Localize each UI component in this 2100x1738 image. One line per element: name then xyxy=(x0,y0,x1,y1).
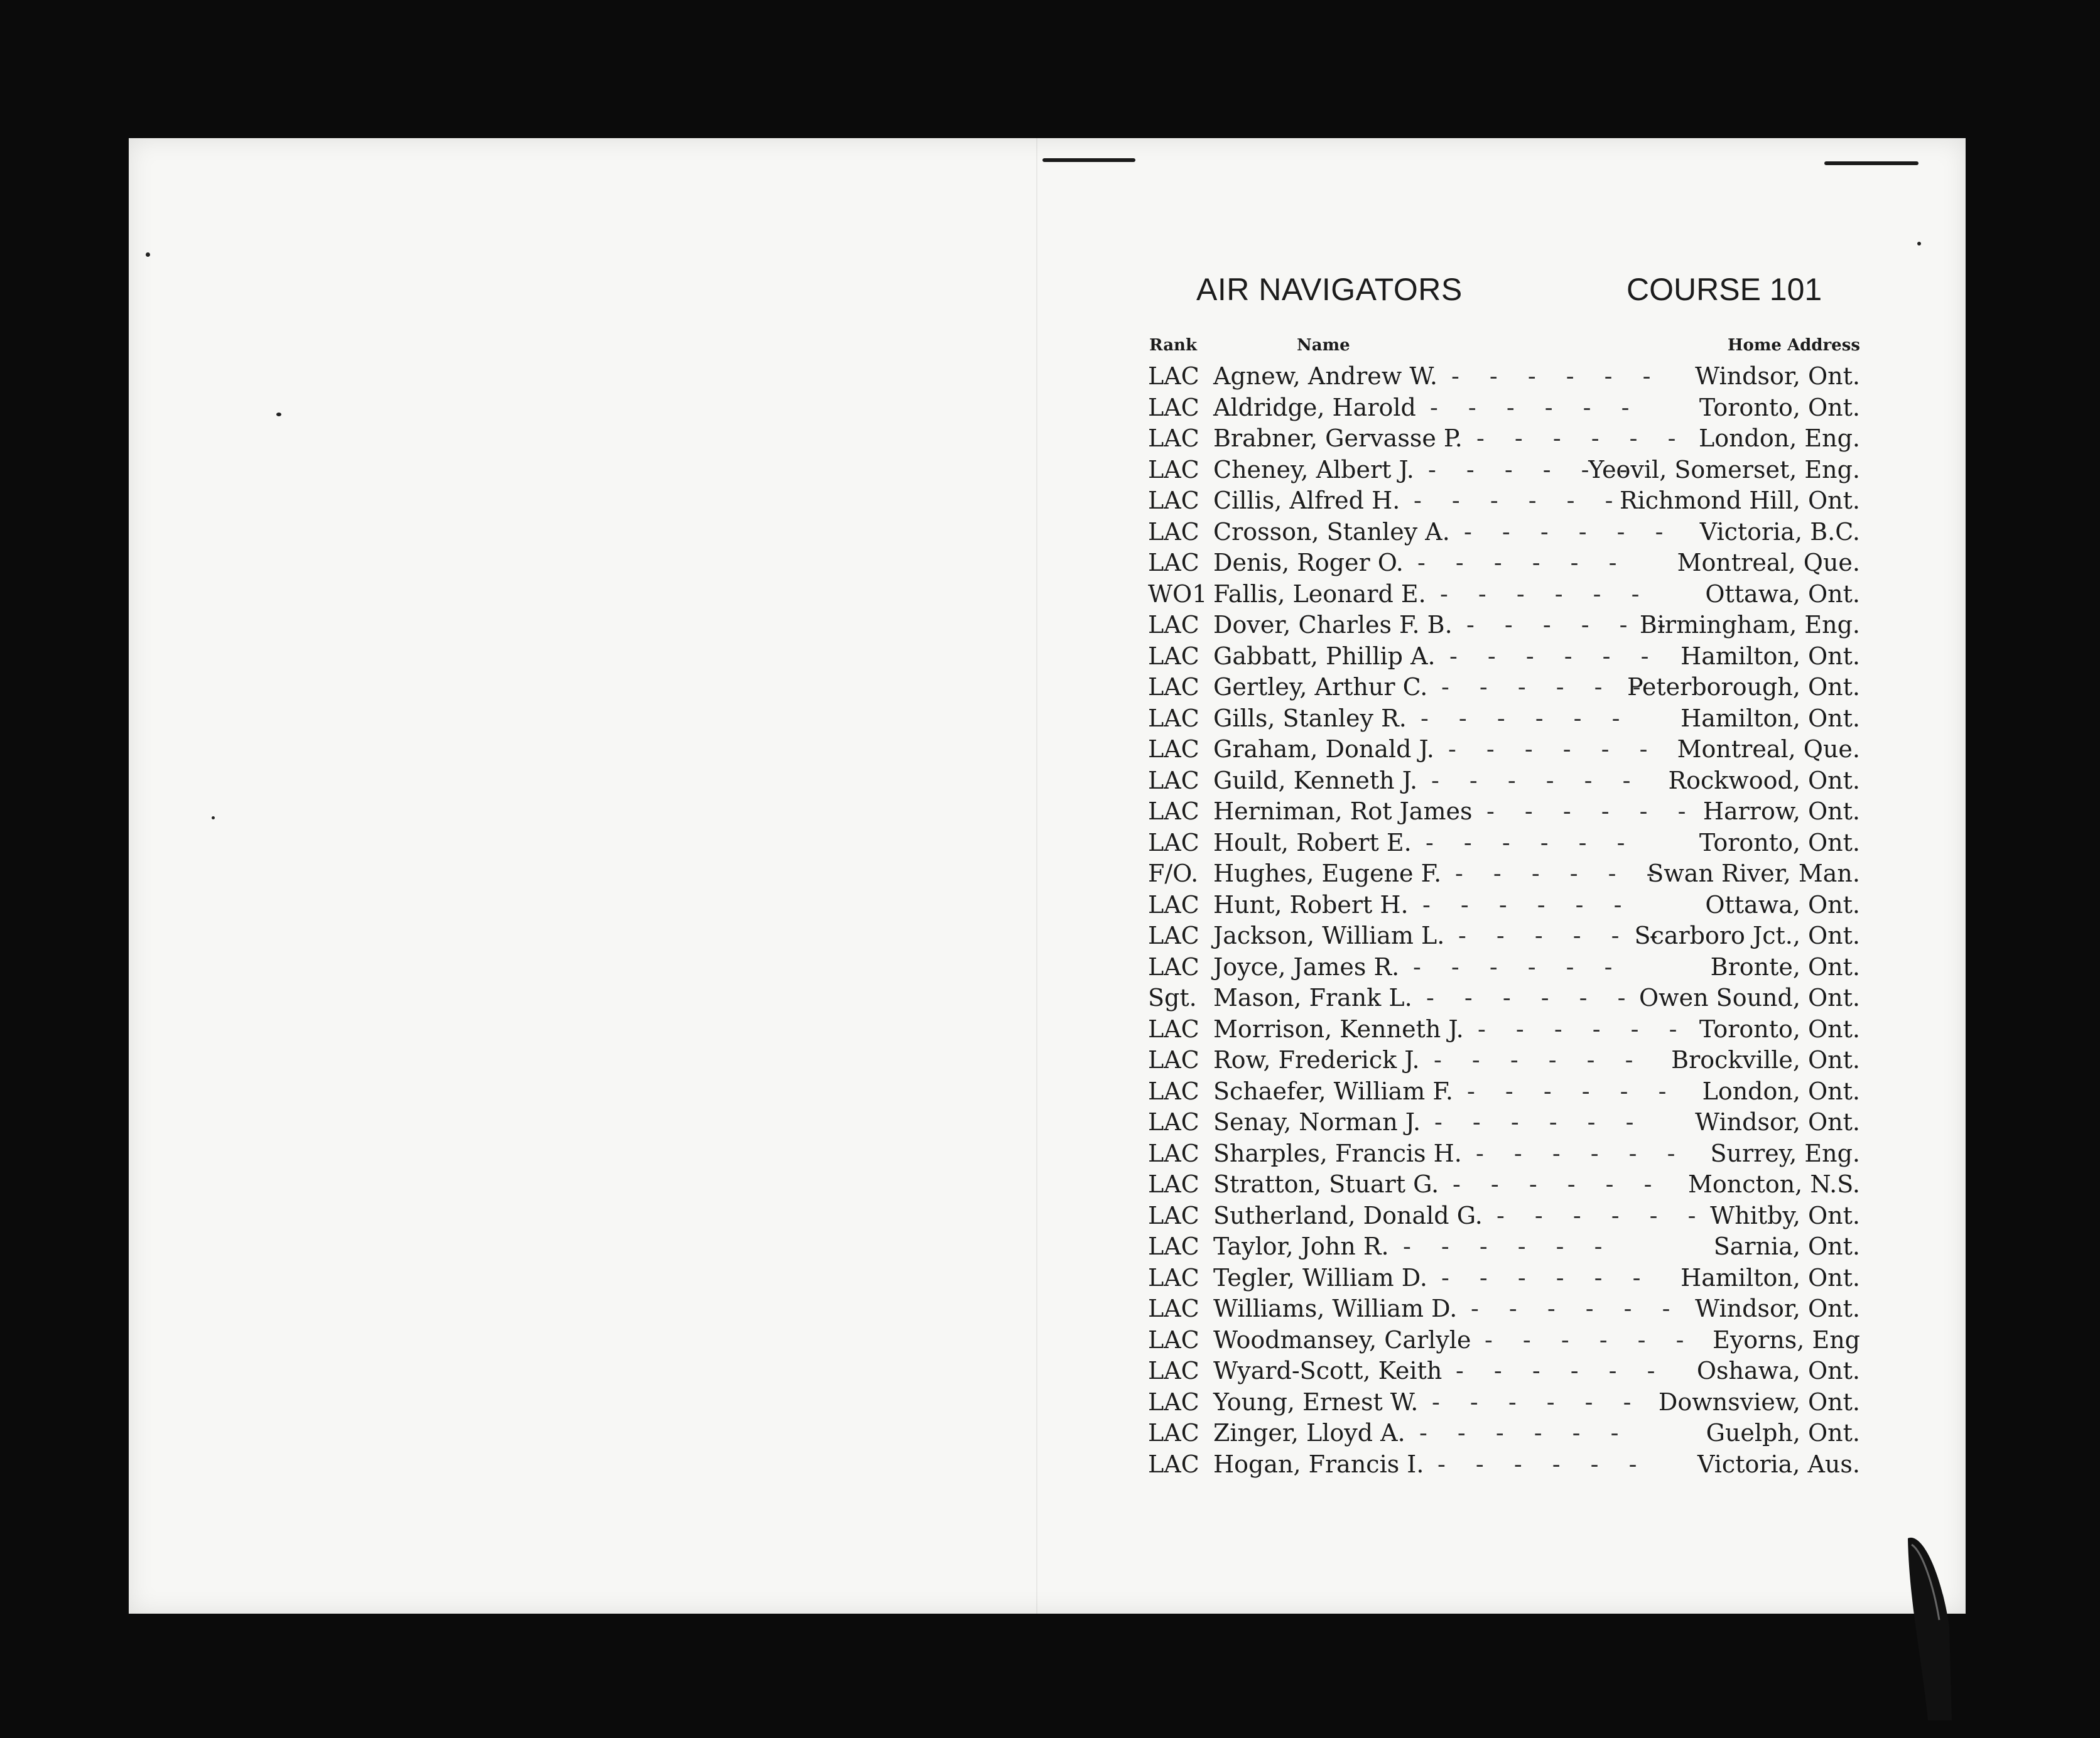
dot-leader: - - - - - - xyxy=(1431,766,1642,794)
name-cell: Hoult, Robert E. xyxy=(1213,828,1412,856)
dot-leader: - - - - - - xyxy=(1422,890,1633,919)
address-cell: Hamilton, Ont. xyxy=(1681,704,1860,732)
dot-leader: - - - - - - xyxy=(1403,1233,1614,1260)
name-cell: Cillis, Alfred H. xyxy=(1213,487,1400,514)
rank-cell: LAC xyxy=(1148,1295,1199,1322)
name-cell: Mason, Frank L. xyxy=(1213,984,1412,1012)
roster-row xyxy=(1148,579,1860,610)
address-cell: Moncton, N.S. xyxy=(1688,1170,1860,1198)
roster-list xyxy=(1148,361,1860,1480)
roster-row xyxy=(1148,1263,1860,1294)
dot-leader: - - - - - - xyxy=(1414,487,1625,514)
dot-leader: - - - - - - xyxy=(1451,362,1662,390)
name-cell: Aldridge, Harold xyxy=(1213,393,1416,421)
name-cell: Tegler, William D. xyxy=(1213,1263,1427,1292)
paper-speck xyxy=(276,413,281,416)
name-cell: Taylor, John R. xyxy=(1213,1233,1389,1260)
roster-row xyxy=(1148,920,1860,952)
rank-cell: LAC xyxy=(1148,828,1199,856)
rank-cell: LAC xyxy=(1148,953,1199,981)
address-cell: Harrow, Ont. xyxy=(1702,797,1860,825)
roster-row xyxy=(1148,672,1860,703)
dot-leader: - - - - - - xyxy=(1453,1170,1664,1198)
name-cell: Senay, Norman J. xyxy=(1213,1108,1421,1136)
dot-leader: - - - - - - xyxy=(1448,735,1659,763)
rank-cell: F/O. xyxy=(1148,860,1199,887)
dot-leader: - - - - - - xyxy=(1471,1295,1682,1322)
rank-cell: LAC xyxy=(1148,517,1199,546)
rank-cell: Sgt. xyxy=(1148,984,1197,1012)
column-header-name: Name xyxy=(1297,336,1350,355)
roster-row xyxy=(1148,485,1860,517)
paper-speck xyxy=(212,816,215,819)
address-cell: Whitby, Ont. xyxy=(1710,1201,1860,1229)
top-tick-mark-left xyxy=(1042,158,1135,162)
roster-row xyxy=(1148,734,1860,765)
address-cell: Surrey, Eng. xyxy=(1710,1139,1860,1167)
rank-cell: LAC xyxy=(1148,1046,1199,1074)
rank-cell: LAC xyxy=(1148,1263,1199,1292)
roster-row xyxy=(1148,548,1860,579)
name-cell: Hunt, Robert H. xyxy=(1213,890,1409,919)
roster-row xyxy=(1148,703,1860,735)
rank-cell: LAC xyxy=(1148,424,1199,452)
address-cell: Swan River, Man. xyxy=(1647,860,1860,887)
address-cell: Ottawa, Ont. xyxy=(1705,890,1860,919)
pen-tip-icon xyxy=(1903,1532,1953,1720)
address-cell: Sarnia, Ont. xyxy=(1713,1233,1860,1260)
roster-row xyxy=(1148,517,1860,548)
roster-row xyxy=(1148,1045,1860,1076)
dot-leader: - - - - - - xyxy=(1432,1388,1643,1416)
dot-leader: - - - - - - xyxy=(1421,704,1632,732)
address-cell: Rockwood, Ont. xyxy=(1668,766,1860,794)
rank-cell: LAC xyxy=(1148,1108,1199,1136)
rank-cell: WO1 xyxy=(1148,580,1208,608)
dot-leader: - - - - - - xyxy=(1455,860,1666,887)
roster-row xyxy=(1148,983,1860,1014)
top-tick-mark-right xyxy=(1824,161,1919,165)
dot-leader: - - - - - - xyxy=(1467,1077,1678,1105)
address-cell: Montreal, Que. xyxy=(1677,735,1860,763)
name-cell: Dover, Charles F. B. xyxy=(1213,611,1453,639)
page-fold xyxy=(1036,138,1037,1614)
course-number: COURSE 101 xyxy=(1626,272,1822,307)
rank-cell: LAC xyxy=(1148,393,1199,421)
name-cell: Brabner, Gervasse P. xyxy=(1213,424,1463,452)
name-cell: Joyce, James R. xyxy=(1213,953,1400,981)
dot-leader: - - - - - - xyxy=(1441,673,1652,701)
name-cell: Sutherland, Donald G. xyxy=(1213,1201,1483,1229)
name-cell: Williams, William D. xyxy=(1213,1295,1458,1322)
dot-leader: - - - - - - xyxy=(1426,828,1637,856)
address-cell: Scarboro Jct., Ont. xyxy=(1634,922,1860,949)
name-cell: Cheney, Albert J. xyxy=(1213,455,1414,483)
rank-cell: LAC xyxy=(1148,1077,1199,1105)
roster-row xyxy=(1148,1387,1860,1418)
address-cell: Windsor, Ont. xyxy=(1695,362,1860,390)
name-cell: Hughes, Eugene F. xyxy=(1213,860,1442,887)
address-cell: London, Eng. xyxy=(1698,424,1860,452)
rank-cell: LAC xyxy=(1148,487,1199,514)
roster-row xyxy=(1148,858,1860,890)
dot-leader: - - - - - - xyxy=(1428,455,1639,483)
dot-leader: - - - - - - xyxy=(1434,1108,1645,1136)
address-cell: Toronto, Ont. xyxy=(1699,828,1860,856)
name-cell: Wyard-Scott, Keith xyxy=(1213,1357,1442,1384)
rank-cell: LAC xyxy=(1148,611,1199,639)
address-cell: Bronte, Ont. xyxy=(1710,953,1860,981)
address-cell: Brockville, Ont. xyxy=(1671,1046,1860,1074)
name-cell: Gabbatt, Phillip A. xyxy=(1213,642,1436,670)
dot-leader: - - - - - - xyxy=(1449,642,1660,670)
name-cell: Jackson, William L. xyxy=(1213,922,1445,949)
roster-row xyxy=(1148,1293,1860,1325)
roster-row xyxy=(1148,1449,1860,1481)
dot-leader: - - - - - - xyxy=(1440,580,1651,608)
address-cell: Windsor, Ont. xyxy=(1695,1108,1860,1136)
rank-cell: LAC xyxy=(1148,1015,1199,1043)
dot-leader: - - - - - - xyxy=(1478,1015,1689,1043)
name-cell: Gills, Stanley R. xyxy=(1213,704,1407,732)
rank-cell: LAC xyxy=(1148,797,1199,825)
dot-leader: - - - - - - xyxy=(1476,424,1687,452)
dot-leader: - - - - - - xyxy=(1497,1201,1708,1229)
rank-cell: LAC xyxy=(1148,1325,1199,1354)
rank-cell: LAC xyxy=(1148,455,1199,483)
dot-leader: - - - - - - xyxy=(1458,922,1669,949)
dot-leader: - - - - - - xyxy=(1417,549,1628,576)
dot-leader: - - - - - - xyxy=(1466,611,1677,639)
name-cell: Sharples, Francis H. xyxy=(1213,1139,1462,1167)
dot-leader: - - - - - - xyxy=(1413,953,1624,981)
rank-cell: LAC xyxy=(1148,1450,1199,1478)
name-cell: Crosson, Stanley A. xyxy=(1213,517,1450,546)
roster-row xyxy=(1148,455,1860,486)
name-cell: Gertley, Arthur C. xyxy=(1213,673,1428,701)
roster-row xyxy=(1148,1107,1860,1138)
rank-cell: LAC xyxy=(1148,704,1199,732)
dot-leader: - - - - - - xyxy=(1456,1357,1667,1384)
address-cell: Montreal, Que. xyxy=(1677,549,1860,576)
name-cell: Morrison, Kenneth J. xyxy=(1213,1015,1464,1043)
rank-cell: LAC xyxy=(1148,890,1199,919)
roster-row xyxy=(1148,1201,1860,1232)
page-title: AIR NAVIGATORS xyxy=(1196,272,1463,307)
dot-leader: - - - - - - xyxy=(1419,1419,1630,1447)
name-cell: Hogan, Francis I. xyxy=(1213,1450,1424,1478)
address-cell: Yeovil, Somerset, Eng. xyxy=(1588,455,1860,483)
roster-row xyxy=(1148,1418,1860,1449)
name-cell: Fallis, Leonard E. xyxy=(1213,580,1426,608)
address-cell: Victoria, B.C. xyxy=(1699,517,1860,546)
roster-row xyxy=(1148,423,1860,455)
address-cell: Guelph, Ont. xyxy=(1706,1419,1860,1447)
address-cell: London, Ont. xyxy=(1702,1077,1860,1105)
roster-row xyxy=(1148,641,1860,672)
rank-cell: LAC xyxy=(1148,1357,1199,1384)
address-cell: Peterborough, Ont. xyxy=(1627,673,1860,701)
dot-leader: - - - - - - xyxy=(1430,393,1641,421)
roster-row xyxy=(1148,828,1860,859)
rank-cell: LAC xyxy=(1148,735,1199,763)
roster-row xyxy=(1148,1076,1860,1108)
rank-cell: LAC xyxy=(1148,766,1199,794)
roster-row xyxy=(1148,1169,1860,1201)
dot-leader: - - - - - - xyxy=(1476,1139,1687,1167)
roster-row xyxy=(1148,1014,1860,1045)
dot-leader: - - - - - - xyxy=(1441,1263,1652,1292)
name-cell: Graham, Donald J. xyxy=(1213,735,1434,763)
dot-leader: - - - - - - xyxy=(1485,1325,1696,1354)
name-cell: Woodmansey, Carlyle xyxy=(1213,1325,1471,1354)
rank-cell: LAC xyxy=(1148,1419,1199,1447)
roster-row xyxy=(1148,392,1860,424)
paper-speck xyxy=(1917,242,1921,246)
address-cell: Richmond Hill, Ont. xyxy=(1619,487,1860,514)
roster-row xyxy=(1148,1325,1860,1356)
roster-row xyxy=(1148,361,1860,392)
roster-row xyxy=(1148,765,1860,797)
address-cell: Birmingham, Eng. xyxy=(1639,611,1860,639)
address-cell: Toronto, Ont. xyxy=(1699,393,1860,421)
column-header-address: Home Address xyxy=(1727,336,1860,355)
address-cell: Downsview, Ont. xyxy=(1658,1388,1860,1416)
rank-cell: LAC xyxy=(1148,1233,1199,1260)
rank-cell: LAC xyxy=(1148,1170,1199,1198)
name-cell: Agnew, Andrew W. xyxy=(1213,362,1437,390)
name-cell: Stratton, Stuart G. xyxy=(1213,1170,1439,1198)
address-cell: Toronto, Ont. xyxy=(1699,1015,1860,1043)
paper-speck xyxy=(146,252,150,257)
roster-row xyxy=(1148,1231,1860,1263)
roster-row xyxy=(1148,890,1860,921)
name-cell: Young, Ernest W. xyxy=(1213,1388,1419,1416)
name-cell: Schaefer, William F. xyxy=(1213,1077,1453,1105)
name-cell: Herniman, Rot James xyxy=(1213,797,1473,825)
roster-row xyxy=(1148,1356,1860,1387)
roster-row xyxy=(1148,952,1860,983)
dot-leader: - - - - - - xyxy=(1486,797,1697,825)
roster-row xyxy=(1148,610,1860,641)
dot-leader: - - - - - - xyxy=(1464,517,1675,546)
rank-cell: LAC xyxy=(1148,1388,1199,1416)
address-cell: Windsor, Ont. xyxy=(1695,1295,1860,1322)
address-cell: Ottawa, Ont. xyxy=(1705,580,1860,608)
rank-cell: LAC xyxy=(1148,673,1199,701)
name-cell: Row, Frederick J. xyxy=(1213,1046,1420,1074)
dot-leader: - - - - - - xyxy=(1434,1046,1645,1074)
roster-row xyxy=(1148,796,1860,828)
address-cell: Oshawa, Ont. xyxy=(1696,1357,1860,1384)
dot-leader: - - - - - - xyxy=(1426,984,1637,1012)
roster-row xyxy=(1148,1138,1860,1170)
address-cell: Victoria, Aus. xyxy=(1697,1450,1860,1478)
rank-cell: LAC xyxy=(1148,922,1199,949)
name-cell: Zinger, Lloyd A. xyxy=(1213,1419,1405,1447)
name-cell: Denis, Roger O. xyxy=(1213,549,1404,576)
rank-cell: LAC xyxy=(1148,642,1199,670)
dot-leader: - - - - - - xyxy=(1437,1450,1648,1478)
address-cell: Hamilton, Ont. xyxy=(1681,1263,1860,1292)
rank-cell: LAC xyxy=(1148,362,1199,390)
rank-cell: LAC xyxy=(1148,1201,1199,1229)
address-cell: Eyorns, Eng xyxy=(1713,1325,1860,1354)
name-cell: Guild, Kenneth J. xyxy=(1213,766,1418,794)
address-cell: Hamilton, Ont. xyxy=(1681,642,1860,670)
column-header-rank: Rank xyxy=(1149,336,1197,355)
rank-cell: LAC xyxy=(1148,549,1199,576)
address-cell: Owen Sound, Ont. xyxy=(1638,984,1860,1012)
rank-cell: LAC xyxy=(1148,1139,1199,1167)
